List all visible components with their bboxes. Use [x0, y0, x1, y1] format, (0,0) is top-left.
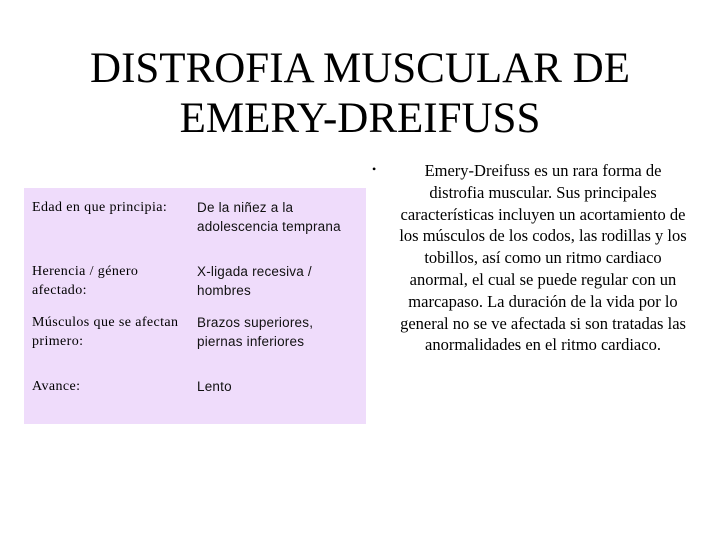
info-table [24, 188, 366, 424]
inheritance-value: X-ligada recesiva / hombres [197, 264, 312, 298]
bullet-icon: • [372, 162, 377, 176]
inheritance-label: Herencia / género afectado: [32, 264, 139, 298]
progression-value: Lento [197, 379, 232, 394]
progression-label: Avance: [32, 379, 81, 394]
slide-title-line-2: EMERY-DREIFUSS [179, 95, 541, 142]
slide-title [0, 44, 720, 144]
muscles-value: Brazos superiores, piernas inferiores [197, 315, 314, 349]
description-text: Emery-Dreifuss es un rara forma de distrofia muscular. Sus principales características incluyen un acortamiento de los músculos de los codos, las rodillas y los tobillos, así como un ritmo cardiaco anormal, el cual se puede regular con un marcapaso. La duración de la vida por lo general no se ve afectada si son tratadas las anormalidades en el ritmo cardiaco. [399, 161, 687, 355]
muscles-label: Músculos que se afectan primero: [32, 315, 179, 349]
slide-title-line-1: DISTROFIA MUSCULAR DE [90, 45, 630, 92]
onset-label: Edad en que principia: [32, 200, 168, 215]
onset-value: De la niñez a la adolescencia temprana [197, 200, 341, 234]
